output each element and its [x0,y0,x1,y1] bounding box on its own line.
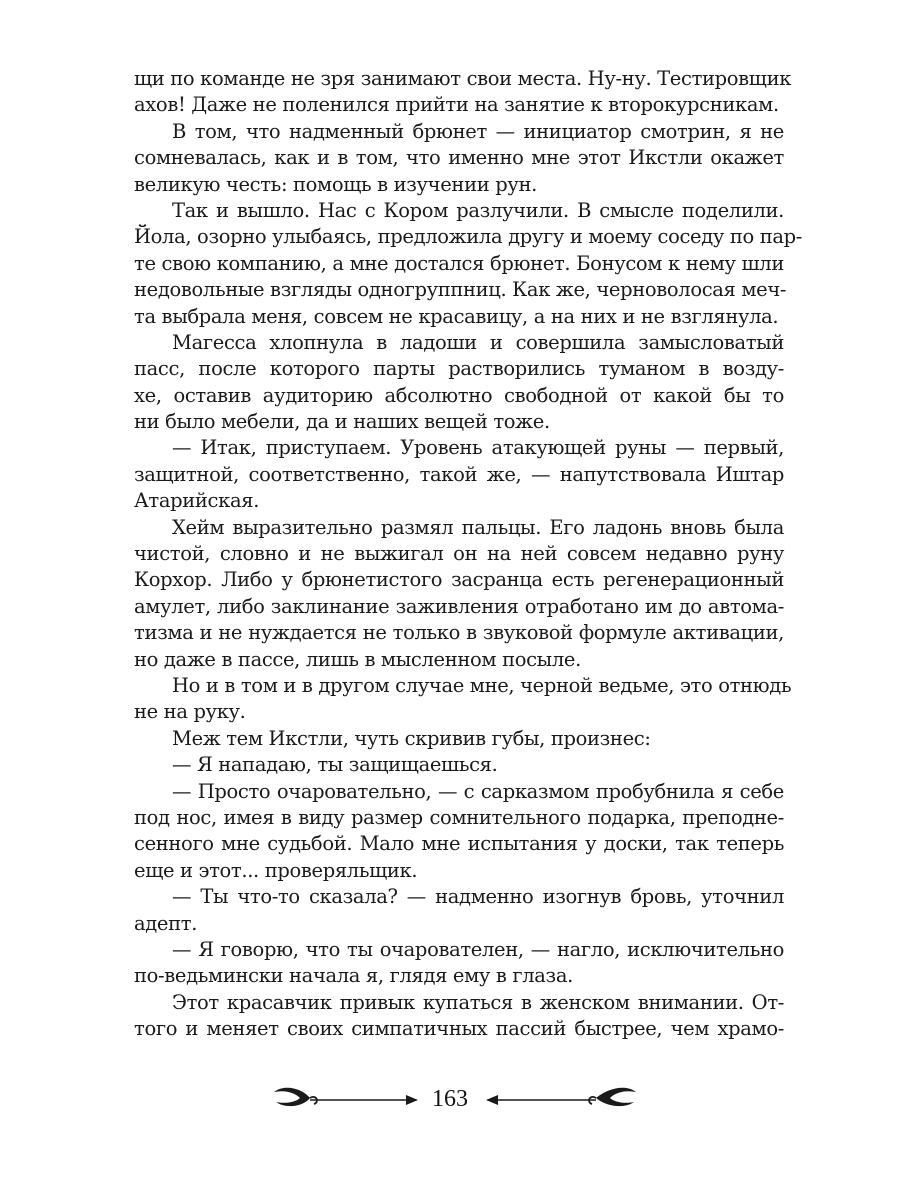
text-line: та выбрала меня, совсем не красавицу, а на них и не взглянула. [134,304,779,328]
text-line: амулет, либо заклинание заживления отработано им до автома- [134,594,784,618]
right-ornament-icon [484,1082,644,1118]
text-line: по-ведьмински начала я, глядя ему в глаза. [134,964,573,988]
text-line: Атарийская. [134,489,260,513]
text-line: сенного мне судьбой. Мало мне испытания у доски, так теперь [134,832,784,856]
text-line: В том, что надменный брюнет — инициатор смотрин, я не [172,119,784,143]
page-number: 163 [432,1086,468,1112]
text-line: ни было мебели, да и наших вещей тоже. [134,410,550,434]
text-line: но даже в пассе, лишь в мысленном посыле. [134,647,581,671]
text-line: под нос, имея в виду размер сомнительного подарка, преподне- [134,805,784,829]
text-line: еще и этот... проверяльщик. [134,858,418,882]
text-line: великую честь: помощь в изучении рун. [134,172,537,196]
text-line: Хейм выразительно размял пальцы. Его ладонь вновь была [172,515,784,539]
text-line: Этот красавчик привык купаться в женском внимании. От- [172,990,784,1014]
text-line: — Итак, приступаем. Уровень атакующей руны — первый, [172,436,784,460]
text-line: недовольные взгляды одногруппниц. Как же, черноволосая меч- [134,278,787,302]
text-line: Так и вышло. Нас с Кором разлучили. В смысле поделили. [172,198,784,222]
page-body [134,66,803,1042]
text-line: Но и в том и в другом случае мне, черной ведьме, это отнюдь [172,673,792,697]
text-line: чистой, словно и не выжигал он на ней совсем недавно руну [134,542,784,566]
text-line: не на руку. [134,700,246,724]
text-line: — Я говорю, что ты очарователен, — нагло, исключительно [172,937,784,961]
text-line: — Я нападаю, ты защищаешься. [172,753,498,777]
text-line: хе, оставив аудиторию абсолютно свободной от какой бы то [134,383,784,407]
text-line: адепт. [134,911,198,935]
text-line: того и меняет своих симпатичных пассий быстрее, чем храмо- [134,1017,784,1041]
text-line: — Просто очаровательно, — с сарказмом пробубнила я себе [172,779,784,803]
text-line: тизма и не нуждается не только в звуковой формуле активации, [134,621,784,645]
text-line: щи по команде не зря занимают свои места. Ну-ну. Тестировщик [134,67,792,90]
text-line: те свою компанию, а мне достался брюнет. Бонусом к нему шли [134,251,784,275]
text-line: пасс, после которого парты растворились туманом в возду- [134,357,784,381]
text-line: Магесса хлопнула в ладоши и совершила замысловатый [172,330,784,354]
text-line: ахов! Даже не поленился прийти на занятие к второкурсникам. [134,93,779,117]
text-line: сомневалась, как и в том, что именно мне этот Икстли окажет [134,146,784,170]
text-line: — Ты что-то сказала? — надменно изогнув бровь, уточнил [172,885,784,909]
text-line: защитной, соответственно, такой же, — напутствовала Иштар [134,462,784,486]
text-line: Корхор. Либо у брюнетистого засранца есть регенерационный [134,568,784,592]
text-line: Меж тем Икстли, чуть скривив губы, произнес: [172,726,651,750]
text-line: Йола, озорно улыбаясь, предложила другу и моему соседу по пар- [134,225,803,249]
page-footer [0,1082,900,1122]
